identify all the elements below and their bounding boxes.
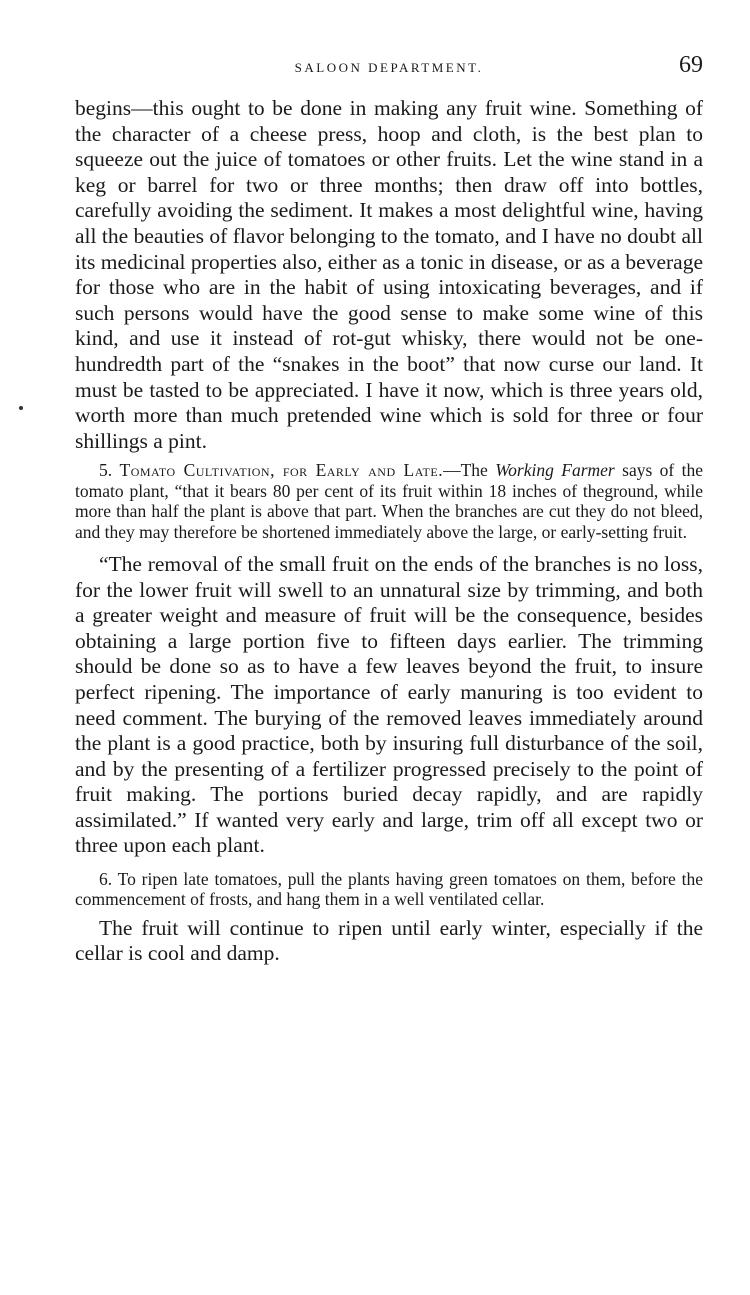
page-number: 69 (679, 52, 703, 78)
heading-dash: —The (443, 460, 488, 481)
section-number: 5. (99, 460, 113, 481)
section-text: says of the tomato plant, “that it bears 80 per cent of its fruit within 18 inches of theground, while more than half the plant is above that part. When the branches are cut they do not bleed, and they may therefore be shortened immediately above the large, or early-setting fruit. (75, 460, 704, 542)
section-heading: Tomato Cultivation, for Early and Late. (119, 460, 444, 481)
book-page (75, 52, 703, 967)
source-title: Working Farmer (495, 460, 615, 481)
paragraph-continue-ripen: The fruit will continue to ripen until early winter, especially if the cellar is cool and damp. (75, 915, 703, 966)
running-head (75, 52, 703, 82)
paragraph-tomato-wine: begins—this ought to be done in making any fruit wine. Something of the character of a cheese press, hoop and cloth, is the best plan to squeeze out the juice of tomatoes or other fruits. Let the wine stand in a keg or barrel for two or three months; then draw off into bottles, carefully avoiding the sediment. It makes a most delightful wine, having all the beauties of flavor belonging to the tomato, and I have no doubt all its medicinal properties also, either as a tonic in disease, or as a beverage for those who are in the habit of using intoxicating beverages, and if such persons would have the good sense to make some wine of this kind, and use it instead of rot-gut whisky, there would not be one-hundredth part of the “snakes in the boot” that now curse our land. It must be tasted to be appreciated. I have it now, which is three years old, worth more than much pretended wine which is sold for three or four shillings a pint. (75, 96, 703, 453)
paragraph-tomato-cultivation (75, 460, 703, 542)
paragraph-ripen-late: 6. To ripen late tomatoes, pull the plants having green tomatoes on them, before the commencement of frosts, and hang them in a well ventilated cellar. (75, 869, 703, 910)
running-title: SALOON DEPARTMENT. (294, 60, 484, 75)
paragraph-fruit-removal: “The removal of the small fruit on the ends of the branches is no loss, for the lower fruit will swell to an unnatural size by trimming, and both a greater weight and measure of fruit will be the consequence, besides obtaining a large portion five to fifteen days earlier. The trimming should be done so as to have a few leaves beyond the fruit, to insure perfect ripening. The importance of early manuring is too evident to need comment. The burying of the removed leaves immediately around the plant is a good practice, both by insuring full disturbance of the soil, and by the presenting of a fertilizer progressed precisely to the point of fruit making. The portions buried decay rapidly, and are rapidly assimilated.” If wanted very early and large, trim off all except two or three upon each plant. (75, 551, 703, 858)
margin-mark (19, 406, 23, 410)
